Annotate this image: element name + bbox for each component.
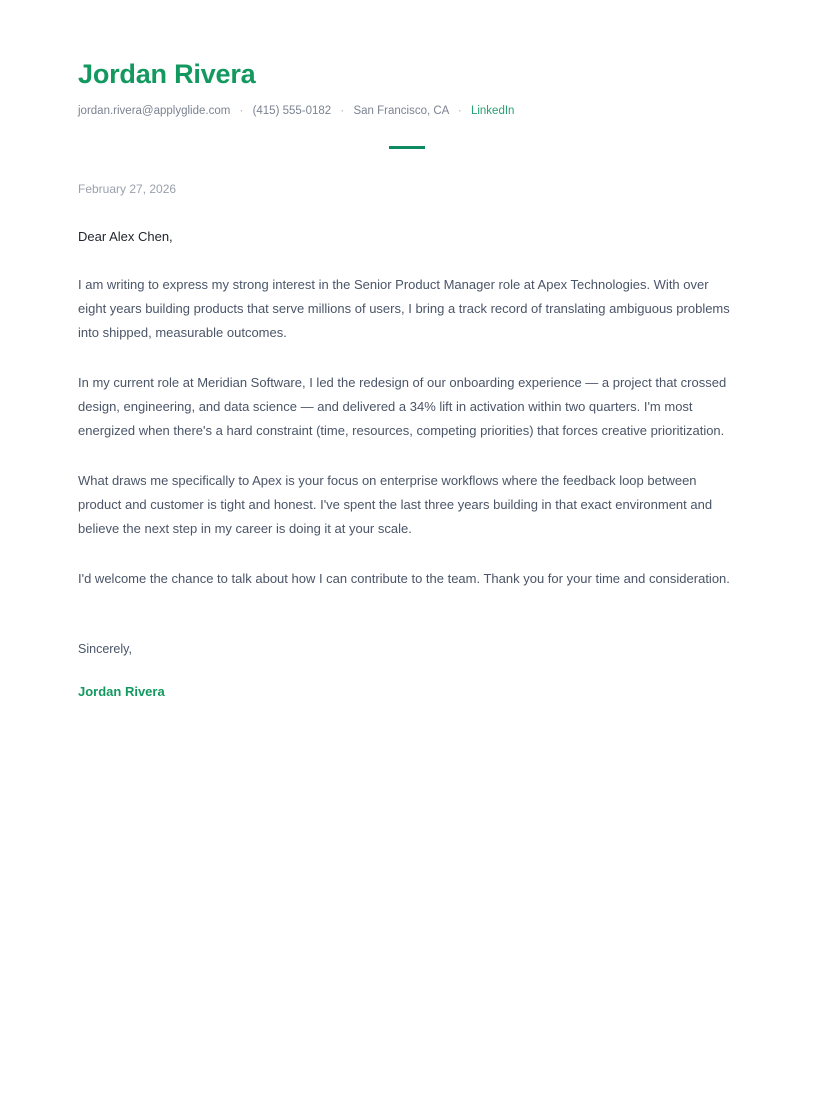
phone-text: (415) 555-0182: [252, 104, 332, 117]
contact-separator: ·: [457, 104, 462, 117]
contact-separator: ·: [239, 104, 244, 117]
page-title: Jordan Rivera: [78, 59, 256, 89]
email-text: jordan.rivera@applyglide.com: [78, 104, 231, 117]
body-paragraph: I am writing to express my strong interest in the Senior Product Manager role at Apex Technologies. With over eight years building products that serve millions of users, I bring a track record of translating ambiguous problems into shipped, measurable outcomes.: [78, 276, 730, 340]
salutation: Dear Alex Chen,: [78, 229, 173, 245]
linkedin-link[interactable]: LinkedIn: [470, 104, 515, 117]
contact-line: [78, 103, 735, 120]
contact-separator: ·: [340, 104, 345, 117]
closing-line: Sincerely,: [78, 642, 132, 657]
signature-name: Jordan Rivera: [78, 684, 165, 700]
body-paragraph: What draws me specifically to Apex is your focus on enterprise workflows where the feedback loop between product and customer is tight and honest. I've spent the last three years building in that exact environment and believe the next step in my career is doing it at your scale.: [78, 472, 713, 537]
location-text: San Francisco, CA: [353, 104, 449, 117]
body-paragraph: In my current role at Meridian Software, I led the redesign of our onboarding experience — a project that crossed design, engineering, and data science — and delivered a 34% lift in activation within two quarters. I'm most energized when there's a hard constraint (time, resources, competing priorities) that forces creative prioritization.: [78, 374, 727, 438]
letter-date: February 27, 2026: [78, 182, 177, 197]
cover-letter: [78, 58, 735, 702]
divider: [389, 146, 425, 149]
body-paragraph: I'd welcome the chance to talk about how I can contribute to the team. Thank you for your time and consideration.: [78, 571, 730, 587]
